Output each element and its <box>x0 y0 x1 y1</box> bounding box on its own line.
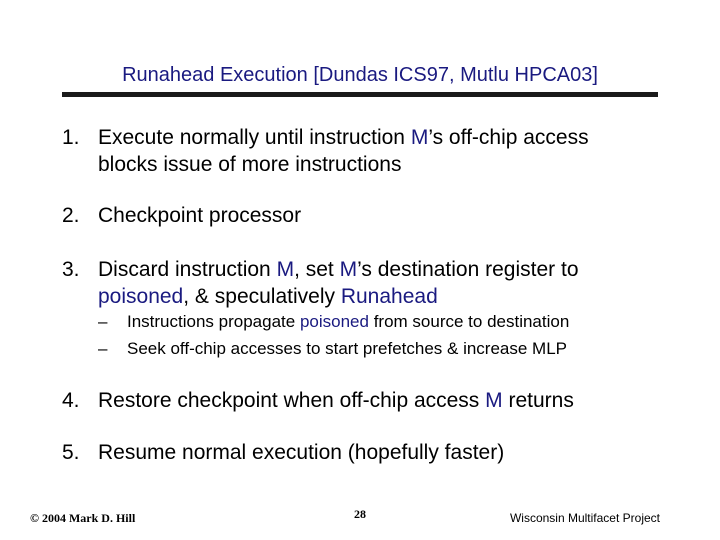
list-item-5 <box>62 439 672 466</box>
list-item-4 <box>62 387 672 414</box>
item-text: Resume normal execution (hopefully faster) <box>98 441 505 464</box>
item-text: Restore checkpoint when off-chip access M returns <box>98 389 574 412</box>
item-number: 4. <box>62 389 80 412</box>
list-item-3 <box>62 256 672 310</box>
item-text-continued: poisoned, & speculatively Runahead <box>98 285 438 308</box>
footer-copyright: © 2004 Mark D. Hill <box>30 511 136 525</box>
sub-item-dash: – <box>98 312 108 331</box>
item-number: 1. <box>62 126 80 149</box>
page-number: 28 <box>354 507 366 521</box>
footer-project: Wisconsin Multifacet Project <box>509 511 660 525</box>
item-number: 3. <box>62 258 80 281</box>
item-number: 5. <box>62 441 80 464</box>
title-underline <box>62 92 658 97</box>
sub-item-dash: – <box>98 339 108 358</box>
item-text: Execute normally until instruction M’s off-chip access <box>98 126 589 149</box>
sub-item-1 <box>98 309 668 335</box>
item-number: 2. <box>62 204 80 227</box>
list-item-2 <box>62 202 672 229</box>
sub-item-2 <box>98 336 668 362</box>
sub-item-text: Seek off-chip accesses to start prefetches & increase MLP <box>127 339 568 358</box>
sub-item-text: Instructions propagate poisoned from source to destination <box>127 312 570 331</box>
item-text: Checkpoint processor <box>98 204 302 227</box>
item-text-continued: blocks issue of more instructions <box>98 153 402 176</box>
list-item-1 <box>62 124 672 178</box>
item-text: Discard instruction M, set M’s destination register to <box>98 258 579 281</box>
slide-title: Runahead Execution [Dundas ICS97, Mutlu HPCA03] <box>122 64 598 86</box>
